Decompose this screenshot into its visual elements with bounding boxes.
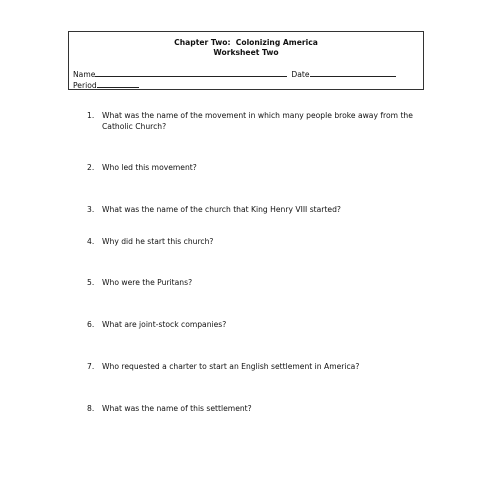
date-blank-line[interactable] bbox=[310, 68, 396, 77]
period-label: Period bbox=[73, 81, 97, 90]
question-text: Why did he start this church? bbox=[102, 237, 214, 246]
question-number: 7. bbox=[87, 362, 95, 371]
worksheet-subtitle: Worksheet Two bbox=[213, 48, 279, 57]
question-1 bbox=[87, 110, 432, 132]
worksheet-title: Chapter Two: Colonizing America bbox=[174, 38, 318, 47]
question-text: What was the name of the church that King Henry VIII started? bbox=[102, 205, 341, 214]
question-number: 1. bbox=[87, 111, 95, 120]
question-text: What was the name of this settlement? bbox=[102, 404, 252, 413]
question-3 bbox=[87, 204, 432, 215]
question-7 bbox=[87, 361, 432, 372]
question-2 bbox=[87, 162, 432, 173]
date-label: Date bbox=[291, 70, 310, 79]
name-blank-line[interactable] bbox=[95, 68, 287, 77]
question-number: 5. bbox=[87, 278, 95, 287]
question-4 bbox=[87, 236, 432, 247]
question-number: 2. bbox=[87, 163, 95, 172]
question-6 bbox=[87, 319, 432, 330]
period-row bbox=[73, 79, 139, 91]
question-number: 8. bbox=[87, 404, 95, 413]
question-5 bbox=[87, 277, 432, 288]
period-blank-line[interactable] bbox=[97, 79, 139, 88]
question-text: Who led this movement? bbox=[102, 163, 197, 172]
question-text: What are joint-stock companies? bbox=[102, 320, 227, 329]
question-8 bbox=[87, 403, 432, 414]
question-text: Who were the Puritans? bbox=[102, 278, 193, 287]
question-number: 3. bbox=[87, 205, 95, 214]
question-number: 4. bbox=[87, 237, 95, 246]
question-text: Who requested a charter to start an English settlement in America? bbox=[102, 362, 360, 371]
question-number: 6. bbox=[87, 320, 95, 329]
name-label: Name bbox=[73, 70, 96, 79]
question-text: What was the name of the movement in which many people broke away from the Catholic Church? bbox=[102, 111, 413, 131]
worksheet-header bbox=[68, 31, 424, 90]
